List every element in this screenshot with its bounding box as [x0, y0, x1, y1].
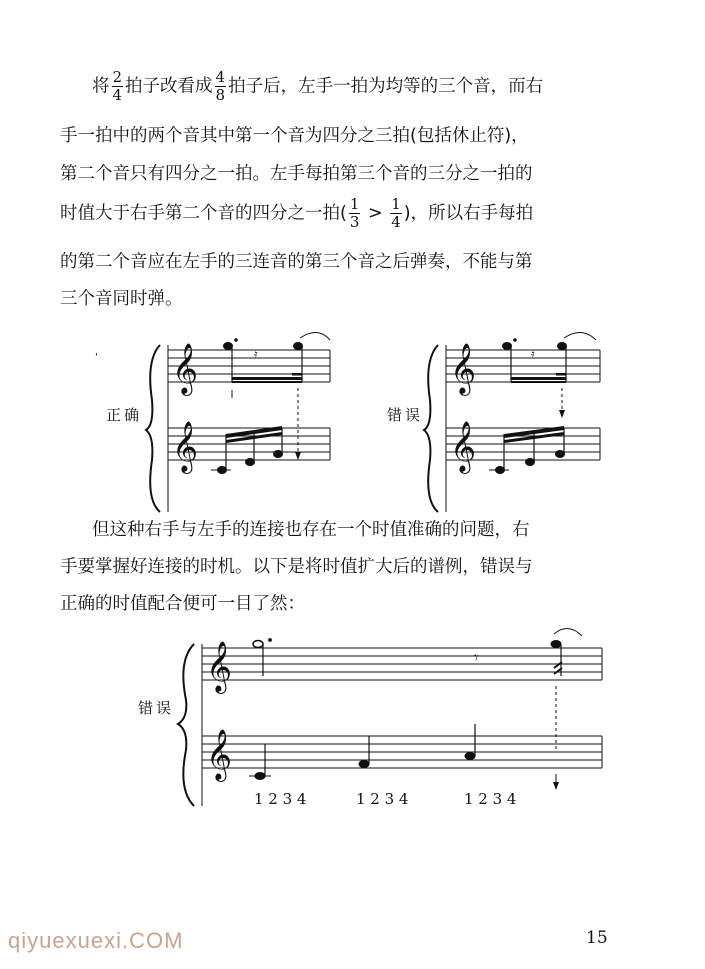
- svg-text:𝄿: 𝄿: [531, 347, 535, 361]
- tie-icon: [554, 628, 582, 636]
- beat-count-1: 1 2 3 4: [254, 790, 307, 808]
- para2-line1: 但这种右手与左手的连接也存在一个时值准确的问题，右: [92, 520, 530, 540]
- label-wrong-1: 错误: [387, 406, 424, 424]
- arrow-down-icon: [553, 782, 559, 790]
- note-head: [551, 641, 561, 648]
- para2-line2: 手要掌握好连接的时机。以下是将时值扩大后的谱例，错误与: [60, 557, 533, 577]
- label-wrong-2: 错误: [138, 699, 175, 717]
- note-head: [253, 641, 263, 648]
- para2-line3: 正确的时值配合便可一目了然：: [60, 594, 305, 614]
- rest-icon: 𝄾: [474, 648, 479, 667]
- label-correct: 正确: [106, 406, 143, 424]
- beat-count-2: 1 2 3 4: [356, 790, 409, 808]
- treble-clef-icon: 𝄞: [450, 421, 477, 472]
- fraction-1-4: $\frac{1}{4}$: [391, 195, 401, 231]
- site-watermark: qiyuexuexi.COM: [8, 928, 184, 953]
- para1-line1: 将 $\frac{2}{4}$ 拍子改看成 $\frac{4}{8}$ 拍子后，左手一拍为均等的三个音，而右: [92, 68, 544, 104]
- beat-count-3: 1 2 3 4: [464, 790, 517, 808]
- treble-clef-icon: 𝄞: [172, 343, 199, 394]
- treble-clef-icon: 𝄞: [206, 641, 233, 692]
- fraction-4-8: $\frac{4}{8}$: [215, 68, 226, 104]
- fraction-1-3: $\frac{1}{3}$: [349, 195, 360, 231]
- note-head: [359, 761, 369, 768]
- page-number: 15: [586, 928, 608, 948]
- treble-clef-icon: 𝄞: [172, 421, 199, 472]
- staff-lines-treble-lower: [202, 736, 602, 768]
- treble-clef-icon: 𝄞: [450, 343, 477, 394]
- para1-line4: 时值大于右手第二个音的四分之一拍( $\frac{1}{3}$ > $\frac{1}{4}$ )，所以右手每拍: [60, 195, 534, 231]
- fraction-2-4: $\frac{2}{4}$: [112, 68, 123, 104]
- para1-line2: 手一拍中的两个音其中第一个音为四分之三拍(包括休止符)，: [60, 126, 529, 146]
- note-head: [465, 753, 475, 760]
- para1-line3: 第二个音只有四分之一拍。左手每拍第三个音的三分之一拍的: [60, 164, 533, 184]
- staff-lines-treble-upper: [202, 648, 602, 680]
- para1-line5: 的第二个音应在左手的三连音的第三个音之后弹奏，不能与第: [60, 252, 533, 272]
- svg-text:𝄿: 𝄿: [254, 347, 258, 361]
- treble-clef-icon: 𝄞: [206, 729, 233, 780]
- para1-line6: 三个音同时弹。: [60, 289, 183, 309]
- brace-icon: [178, 644, 194, 806]
- svg-text:': ': [95, 352, 98, 363]
